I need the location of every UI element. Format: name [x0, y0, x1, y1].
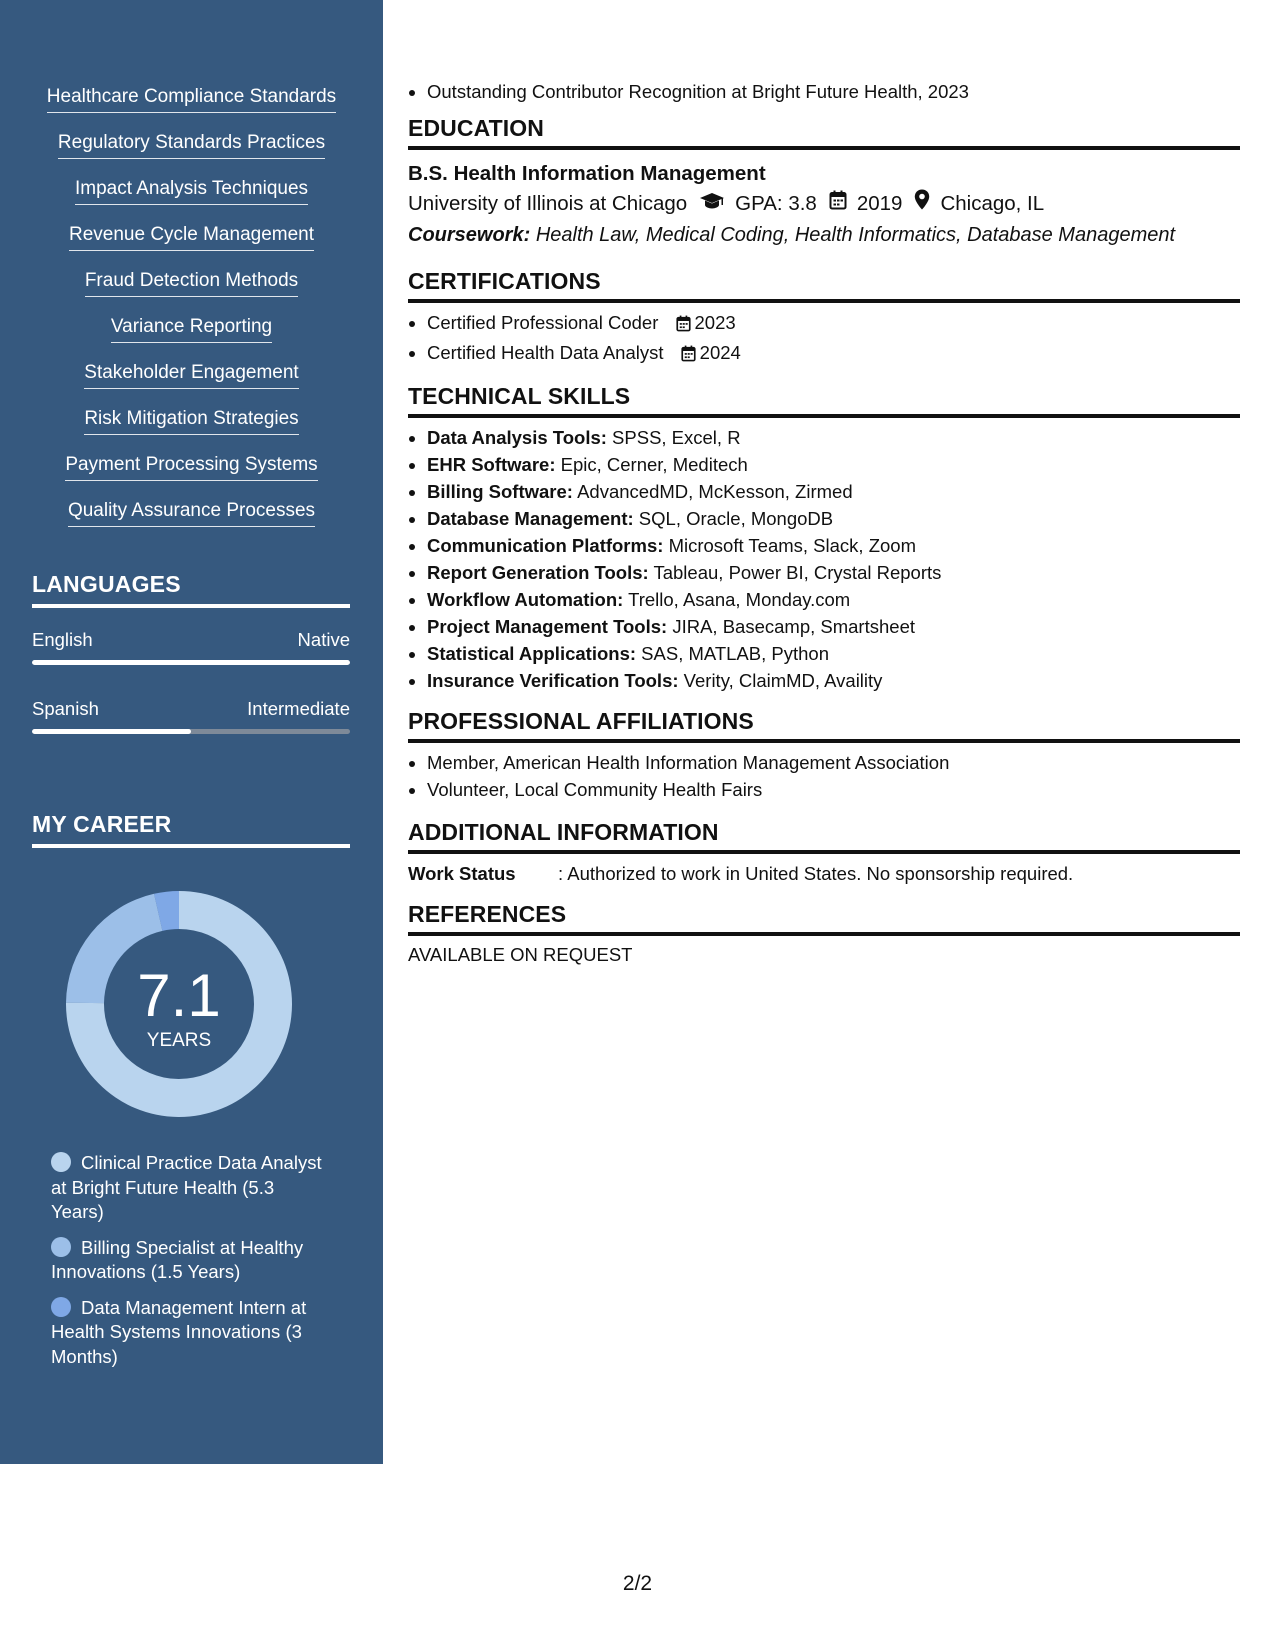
technical-skill-value: JIRA, Basecamp, Smartsheet: [672, 616, 915, 637]
technical-skill-value: Microsoft Teams, Slack, Zoom: [668, 535, 916, 556]
gpa: GPA: 3.8: [735, 192, 817, 215]
language-name: English: [32, 629, 93, 650]
language-bar: [32, 660, 350, 665]
certifications-list: [408, 309, 1240, 369]
career-dot: [51, 1237, 71, 1257]
affiliations-heading: PROFESSIONAL AFFILIATIONS: [408, 708, 1240, 743]
skills-list: [0, 84, 383, 527]
technical-skill-label: Statistical Applications:: [427, 643, 637, 664]
skill-item: Revenue Cycle Management: [69, 222, 314, 251]
career-unit: YEARS: [146, 1030, 212, 1051]
awards-list: [408, 78, 1240, 105]
career-text: Clinical Practice Data Analyst at Bright Future Health (5.3 Years): [51, 1152, 322, 1222]
language-bar-fill: [32, 660, 350, 665]
certification-name: Certified Health Data Analyst: [427, 342, 664, 363]
language-row: [32, 629, 350, 651]
skill-item: Payment Processing Systems: [65, 452, 317, 481]
graduation-year: 2019: [856, 192, 903, 215]
certification-item: [427, 339, 1240, 369]
technical-skill-label: Data Analysis Tools:: [427, 427, 607, 448]
language-name: Spanish: [32, 698, 99, 719]
career-text: Billing Specialist at Healthy Innovations (1.5 Years): [51, 1236, 304, 1282]
certification-year: 2023: [694, 312, 736, 333]
skill-item: Stakeholder Engagement: [84, 360, 298, 389]
page-number: 2/2: [622, 1572, 653, 1595]
calendar-icon: [829, 188, 847, 220]
skill-item: Quality Assurance Processes: [68, 498, 315, 527]
education-details: [408, 188, 1240, 220]
technical-skills-list: [408, 424, 1240, 694]
career-donut-chart: [66, 891, 292, 1117]
references-heading: REFERENCES: [408, 901, 1240, 936]
technical-skills-heading: TECHNICAL SKILLS: [408, 383, 1240, 418]
career-item: [51, 1151, 331, 1225]
technical-skill-item: [427, 424, 1240, 451]
technical-skill-value: Tableau, Power BI, Crystal Reports: [653, 562, 942, 583]
technical-skill-item: [427, 559, 1240, 586]
career-dot: [51, 1297, 71, 1317]
career-list: [51, 1151, 331, 1380]
technical-skill-item: [427, 613, 1240, 640]
technical-skill-item: [427, 586, 1240, 613]
technical-skill-value: SQL, Oracle, MongoDB: [638, 508, 834, 529]
technical-skill-label: Workflow Automation:: [427, 589, 624, 610]
career-text: Data Management Intern at Health Systems Innovations (3 Months): [51, 1296, 307, 1367]
affiliation-item: • Volunteer, Local Community Health Fairs: [427, 776, 1240, 803]
technical-skill-item: [427, 478, 1240, 505]
technical-skill-value: Trello, Asana, Monday.com: [628, 589, 851, 610]
technical-skill-item: [427, 505, 1240, 532]
technical-skill-label: Billing Software:: [427, 481, 573, 502]
graduation-cap-icon: [699, 188, 725, 220]
technical-skill-value: SAS, MATLAB, Python: [641, 643, 829, 664]
technical-skill-value: SPSS, Excel, R: [612, 427, 741, 448]
skill-item: Healthcare Compliance Standards: [47, 84, 336, 113]
language-bar-fill: [32, 729, 191, 734]
school-location: Chicago, IL: [940, 192, 1045, 215]
additional-info-heading: ADDITIONAL INFORMATION: [408, 819, 1240, 854]
award-item: • Outstanding Contributor Recognition at Bright Future Health, 2023: [427, 78, 1240, 105]
languages-heading: LANGUAGES: [32, 571, 350, 608]
calendar-icon: [676, 312, 691, 339]
career-heading: MY CAREER: [32, 811, 350, 848]
technical-skill-label: Report Generation Tools:: [427, 562, 649, 583]
skill-item: Fraud Detection Methods: [85, 268, 298, 297]
certifications-heading: CERTIFICATIONS: [408, 268, 1240, 303]
career-item: [51, 1296, 331, 1370]
main-content: [408, 78, 1240, 966]
calendar-icon: [681, 342, 696, 369]
career-total: 7.1: [137, 962, 221, 1029]
language-bar: [32, 729, 350, 734]
language-row: [32, 698, 350, 720]
career-item: [51, 1236, 331, 1285]
skill-item: Impact Analysis Techniques: [75, 176, 308, 205]
skill-item: Regulatory Standards Practices: [58, 130, 325, 159]
certification-item: [427, 309, 1240, 339]
degree-title: B.S. Health Information Management: [408, 162, 766, 185]
technical-skill-label: Project Management Tools:: [427, 616, 668, 637]
work-status: [408, 860, 1240, 887]
technical-skill-label: Database Management:: [427, 508, 634, 529]
certification-year: 2024: [699, 342, 741, 363]
school-name: University of Illinois at Chicago: [408, 192, 688, 215]
technical-skill-item: [427, 451, 1240, 478]
technical-skill-value: Epic, Cerner, Meditech: [560, 454, 748, 475]
coursework: [408, 220, 1240, 250]
coursework-list: Health Law, Medical Coding, Health Informatics, Database Management: [535, 224, 1176, 246]
technical-skill-value: AdvancedMD, McKesson, Zirmed: [577, 481, 853, 502]
skill-item: Risk Mitigation Strategies: [84, 406, 298, 435]
location-pin-icon: [914, 188, 930, 220]
technical-skill-value: Verity, ClaimMD, Availity: [683, 670, 883, 691]
skill-item: Variance Reporting: [111, 314, 272, 343]
career-dot: [51, 1152, 71, 1172]
work-status-value: : Authorized to work in United States. No sponsorship required.: [558, 863, 1074, 884]
technical-skill-item: [427, 667, 1240, 694]
language-level: Intermediate: [247, 698, 350, 719]
affiliations-list: [408, 749, 1240, 803]
certification-name: Certified Professional Coder: [427, 312, 659, 333]
references-text: AVAILABLE ON REQUEST: [408, 944, 633, 965]
affiliation-item: • Member, American Health Information Management Association: [427, 749, 1240, 776]
technical-skill-label: Insurance Verification Tools:: [427, 670, 679, 691]
sidebar: [0, 0, 383, 1464]
technical-skill-label: Communication Platforms:: [427, 535, 664, 556]
language-level: Native: [297, 629, 350, 650]
education-heading: EDUCATION: [408, 115, 1240, 150]
work-status-label: Work Status: [408, 863, 516, 884]
technical-skill-item: [427, 532, 1240, 559]
coursework-label: Coursework:: [408, 224, 531, 246]
technical-skill-item: [427, 640, 1240, 667]
technical-skill-label: EHR Software:: [427, 454, 556, 475]
